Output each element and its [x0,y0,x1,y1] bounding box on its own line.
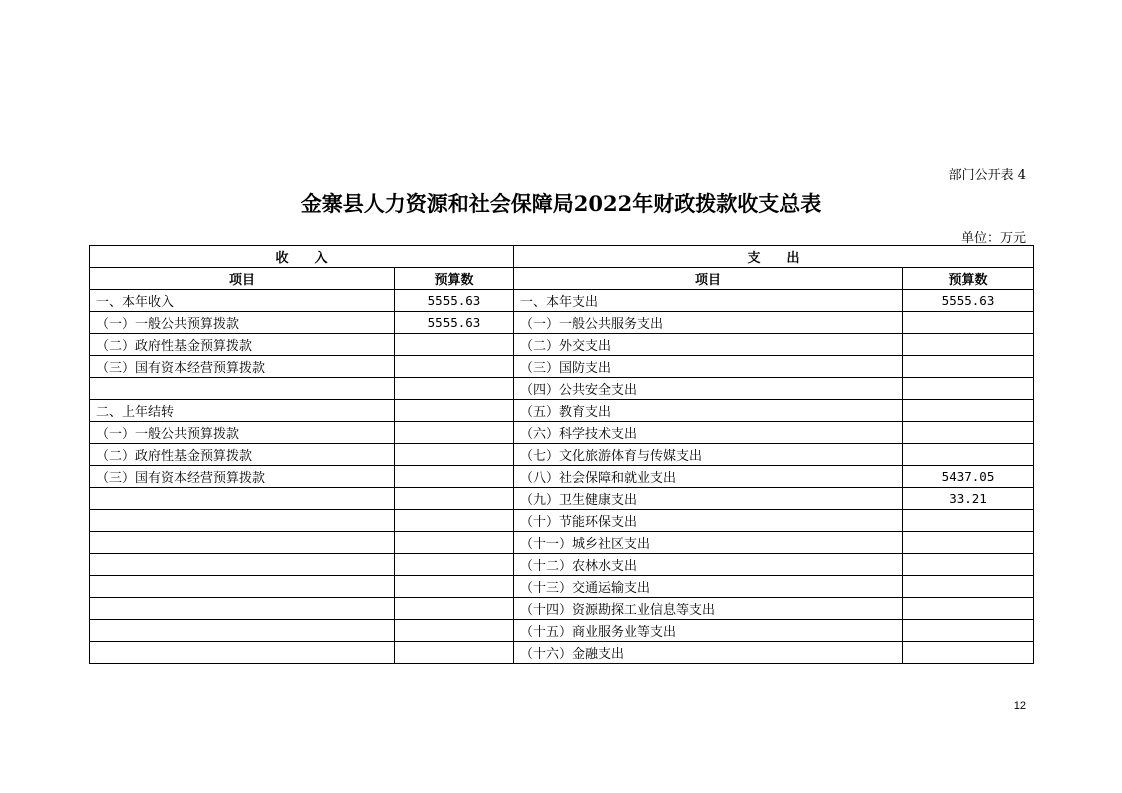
income-item-cell: （一）一般公共预算拨款 [90,422,395,444]
income-budget-cell [395,378,514,400]
expense-budget-cell [903,444,1034,466]
income-budget-cell [395,422,514,444]
income-budget-cell [395,400,514,422]
table-row [90,466,1034,488]
income-item-cell [90,576,395,598]
expense-budget-header: 预算数 [903,268,1034,290]
table-row [90,598,1034,620]
income-budget-cell: 5555.63 [395,290,514,312]
expense-item-cell: （十一）城乡社区支出 [514,532,903,554]
income-item-cell [90,554,395,576]
table-row [90,554,1034,576]
table-row [90,400,1034,422]
expense-item-cell: （七）文化旅游体育与传媒支出 [514,444,903,466]
expense-budget-cell [903,598,1034,620]
income-budget-cell [395,576,514,598]
expense-header: 支 出 [514,246,1034,268]
income-item-cell [90,378,395,400]
expense-budget-cell [903,576,1034,598]
income-item-cell [90,510,395,532]
expense-budget-cell [903,642,1034,664]
income-budget-cell [395,334,514,356]
table-row [90,356,1034,378]
expense-budget-cell: 33.21 [903,488,1034,510]
expense-item-cell: （三）国防支出 [514,356,903,378]
expense-item-cell: （十四）资源勘探工业信息等支出 [514,598,903,620]
income-header: 收 入 [90,246,514,268]
income-budget-cell: 5555.63 [395,312,514,334]
expense-budget-cell [903,510,1034,532]
expense-item-cell: （十六）金融支出 [514,642,903,664]
income-item-cell [90,488,395,510]
expense-budget-cell [903,532,1034,554]
income-item-cell: （二）政府性基金预算拨款 [90,334,395,356]
table-row [90,378,1034,400]
expense-item-cell: （二）外交支出 [514,334,903,356]
expense-item-cell: （五）教育支出 [514,400,903,422]
income-budget-cell [395,554,514,576]
income-item-cell: 二、上年结转 [90,400,395,422]
income-budget-cell [395,444,514,466]
table-row [90,510,1034,532]
income-item-cell [90,642,395,664]
expense-item-cell: （十五）商业服务业等支出 [514,620,903,642]
income-item-cell: （三）国有资本经营预算拨款 [90,466,395,488]
expense-budget-cell [903,620,1034,642]
income-budget-cell [395,488,514,510]
income-budget-header: 预算数 [395,268,514,290]
income-budget-cell [395,598,514,620]
page-number: 12 [1013,700,1026,712]
table-row [90,488,1034,510]
header-row-columns [90,268,1034,290]
table-row [90,642,1034,664]
expense-budget-cell [903,554,1034,576]
expense-item-cell: （十）节能环保支出 [514,510,903,532]
expense-budget-cell: 5437.05 [903,466,1034,488]
table-row [90,334,1034,356]
income-budget-cell [395,620,514,642]
income-budget-cell [395,466,514,488]
income-item-cell: （二）政府性基金预算拨款 [90,444,395,466]
income-item-cell: （三）国有资本经营预算拨款 [90,356,395,378]
expense-item-cell: （十三）交通运输支出 [514,576,903,598]
budget-table [89,245,1034,664]
expense-budget-cell: 5555.63 [903,290,1034,312]
expense-item-header: 项目 [514,268,903,290]
expense-item-cell: （八）社会保障和就业支出 [514,466,903,488]
income-item-cell [90,620,395,642]
table-row [90,312,1034,334]
expense-item-cell: （九）卫生健康支出 [514,488,903,510]
income-item-cell: 一、本年收入 [90,290,395,312]
income-item-cell: （一）一般公共预算拨款 [90,312,395,334]
income-item-cell [90,598,395,620]
income-budget-cell [395,642,514,664]
expense-item-cell: （一）一般公共服务支出 [514,312,903,334]
header-row-sections [90,246,1034,268]
expense-budget-cell [903,400,1034,422]
expense-item-cell: （六）科学技术支出 [514,422,903,444]
expense-budget-cell [903,422,1034,444]
page-title: 金寨县人力资源和社会保障局2022年财政拨款收支总表 [300,191,822,216]
income-budget-cell [395,510,514,532]
income-budget-cell [395,356,514,378]
expense-item-cell: 一、本年支出 [514,290,903,312]
table-tag: 部门公开表 4 [948,168,1026,183]
table-row [90,290,1034,312]
expense-budget-cell [903,378,1034,400]
expense-item-cell: （十二）农林水支出 [514,554,903,576]
table-row [90,576,1034,598]
expense-budget-cell [903,312,1034,334]
income-budget-cell [395,532,514,554]
income-item-header: 项目 [90,268,395,290]
table-row [90,444,1034,466]
expense-item-cell: （四）公共安全支出 [514,378,903,400]
expense-budget-cell [903,356,1034,378]
table-row [90,620,1034,642]
table-row [90,532,1034,554]
income-item-cell [90,532,395,554]
table-row [90,422,1034,444]
expense-budget-cell [903,334,1034,356]
unit-label: 单位：万元 [960,231,1026,246]
